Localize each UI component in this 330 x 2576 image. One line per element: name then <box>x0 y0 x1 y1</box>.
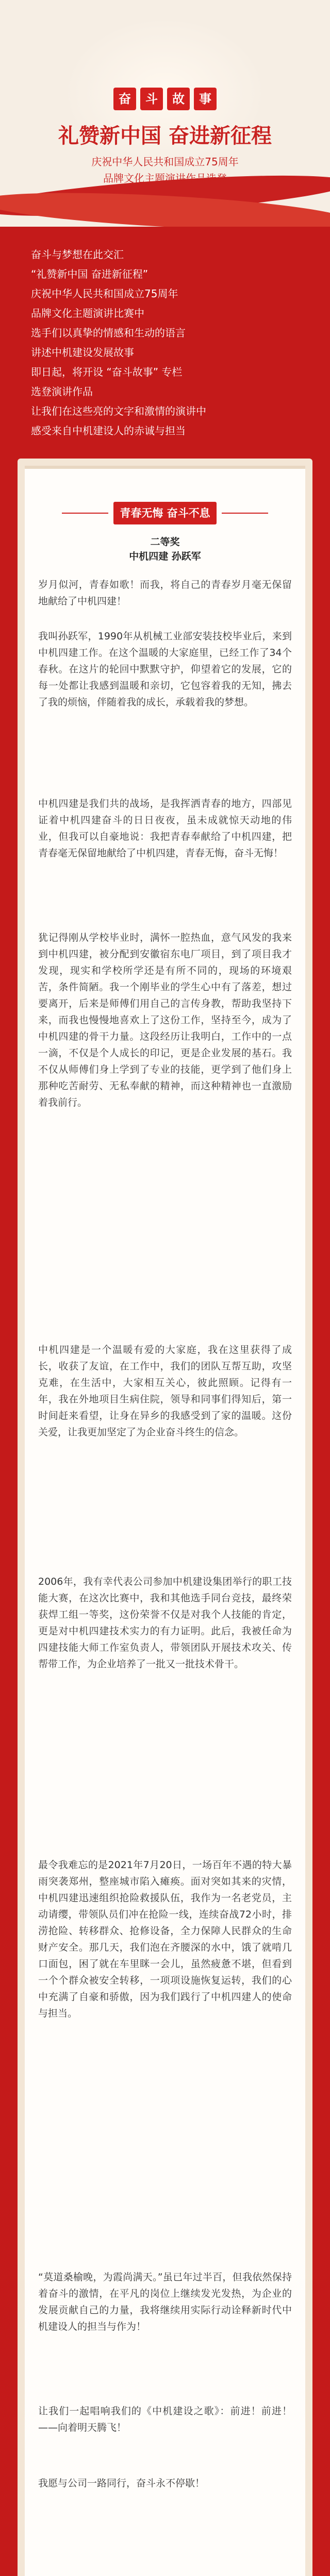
article-paragraph: 犹记得刚从学校毕业时，满怀一腔热血，意气风发的我来到中机四建，被分配到安徽宿东电厂项目，到了项目我才发现，现实和学校所学还是有所不同的，现场的环境艰苦，条件简陋。我一个刚毕业的学生心中有了落差，想过要离开，后来是师傅们用自己的言传身教，帮助我坚持下来，而我也慢慢地喜欢上了这份工作，坚持至今，成为了中机四建的骨干力量。这段经历让我明白，工作中的一点一滴，不仅是个人成长的印记，更是企业发展的基石。我不仅从师傅们身上学到了专业的技能，更学到了他们身上那种吃苦耐劳、无私奉献的精神，而这种精神也一直激励着我前行。 <box>38 932 292 1108</box>
intro-line: “礼赞新中国 奋进新征程” <box>31 268 148 280</box>
article-paragraph: 让我们一起唱响我们的《中机建设之歌》：前进！前进！——向着明天腾飞！ <box>38 2405 292 2433</box>
article-paragraph: 2006年，我有幸代表公司参加中机建设集团举行的职工技能大赛，在这次比赛中，我和其他选手同台竞技，最终荣获焊工组一等奖，这份荣誉不仅是对我个人技能的肯定，更是对中机四建技术实力的有力证明。此后，我被任命为四建技能大师工作室负责人，带领团队开展技术攻关、传帮带工作，为企业培养了一批又一批技术骨干。 <box>38 1576 292 1670</box>
intro-line: 讲述中机建设发展故事 <box>31 346 134 359</box>
intro-line: 庆祝中华人民共和国成立75周年 <box>31 287 178 300</box>
header-tag: 斗 <box>140 88 163 110</box>
intro-line: 奋斗与梦想在此交汇 <box>31 248 124 261</box>
article-paragraph: 我叫孙跃军，1990年从机械工业部安装技校毕业后，来到中机四建工作。在这个温暖的大家庭里，已经工作了34个春秋。在这片的轮回中默默守护，仰望着它的发展，它的每一处都让我感到温暖和亲切，它包容着我的无知，拂去了我的烦恼，伴随着我的成长，承载着我的梦想。 <box>38 631 292 708</box>
article-card <box>25 466 305 2576</box>
author-name: 中机四建 孙跃军 <box>129 551 201 562</box>
header-tag: 故 <box>167 88 190 110</box>
badge-divider-left <box>62 513 108 514</box>
intro-line: 品牌文化主题演讲比赛中 <box>31 307 144 319</box>
intro-line: 选手们以真挚的情感和生动的语言 <box>31 327 186 339</box>
page-subtitle: 庆祝中华人民共和国成立75周年 <box>91 156 239 168</box>
article-paragraph: 中机四建是一个温暖有爱的大家庭，我在这里获得了成长，收获了友谊，在工作中，我们的团队互帮互助，攻坚克难，在生活中，大家相互关心，彼此照顾。记得有一年，我在外地项目生病住院，领导和同事们得知后，第一时间赶来看望，让身在异乡的我感受到了家的温暖。这份关爱，让我更加坚定了为企业奋斗终生的信念。 <box>38 1344 292 1438</box>
badge-divider-right <box>222 513 268 514</box>
article-paragraph: “莫道桑榆晚，为霞尚满天。”虽已年过半百，但我依然保持着奋斗的激情，在平凡的岗位上继续发光发热，为企业的发展贡献自己的力量，我将继续用实际行动诠释新时代中机建设人的担当与作为！ <box>38 2272 292 2332</box>
header-tag: 奋 <box>113 88 136 110</box>
article-paragraph: 我愿与公司一路同行，奋斗永不停歇！ <box>38 2478 205 2489</box>
article-heading-badge: 青春无悔 奋斗不息 <box>113 502 217 524</box>
page-subtitle: 品牌文化主题演讲作品选登 <box>103 172 227 184</box>
award-label: 二等奖 <box>150 536 180 548</box>
intro-line: 选登演讲作品 <box>31 385 93 398</box>
header-tag: 事 <box>194 88 217 110</box>
page-title: 礼赞新中国 奋进新征程 <box>58 124 272 148</box>
header-tag-row <box>0 88 330 110</box>
article-paragraph: 岁月似河，青春如歌！而我，将自己的青春岁月毫无保留地献给了中机四建！ <box>38 579 292 607</box>
intro-line: 让我们在这些亮的文字和激情的演讲中 <box>31 405 206 417</box>
article-paragraph: 最令我难忘的是2021年7月20日，一场百年不遇的特大暴雨突袭郑州，整座城市陷入瘫痪。面对突如其来的灾情，中机四建迅速组织抢险救援队伍，我作为一名老党员，主动请缨，带领队员们冲在抢险一线，连续奋战72小时，排涝抢险、转移群众、抢修设备，全力保障人民群众的生命财产安全。那几天，我们泡在齐腰深的水中，饿了就啃几口面包，困了就在车里眯一会儿，虽然疲惫不堪，但看到一个个群众被安全转移，一项项设施恢复运转，我们的心中充满了自豪和骄傲，因为我们践行了中机四建人的使命与担当。 <box>38 1859 292 2019</box>
intro-section <box>0 227 330 459</box>
intro-line: 感受来自中机建设人的赤诚与担当 <box>31 425 186 437</box>
card-top-divider <box>25 466 305 469</box>
article-paragraph: 中机四建是我们共的战场，是我挥洒青春的地方，四部见证着中机四建奋斗的日日夜夜，虽未成就惊天动地的伟业，但我可以自豪地说：我把青春奉献给了中机四建，把青春毫无保留地献给了中机四建，青春无悔，奋斗无悔！ <box>38 798 292 859</box>
page-header <box>0 0 330 227</box>
intro-line: 即日起，将开设 “奋斗故事” 专栏 <box>31 366 183 378</box>
